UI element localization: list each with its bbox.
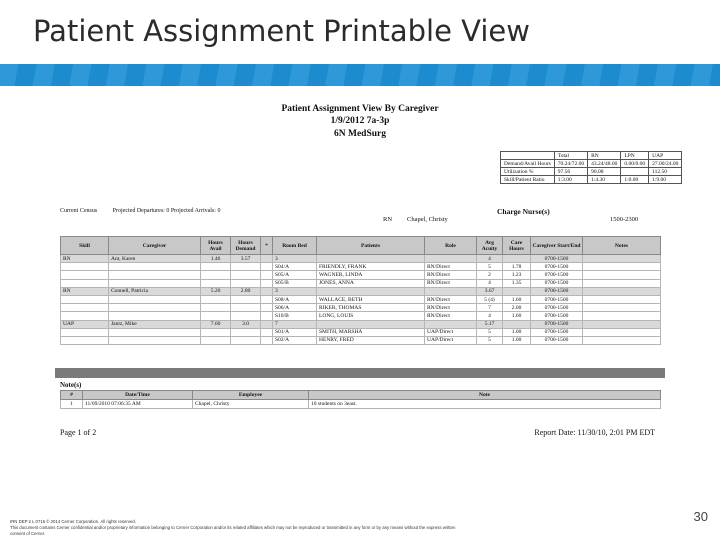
assignment-cell <box>261 304 273 312</box>
assignment-cell <box>583 287 661 295</box>
summary-cell: 1:3.00 <box>554 176 587 184</box>
header-band <box>0 64 720 86</box>
summary-cell: Utilization % <box>501 168 555 176</box>
assignment-cell <box>583 295 661 303</box>
assignment-cell: 2.00 <box>503 304 531 312</box>
assignment-header-cell: Notes <box>583 237 661 255</box>
assignment-header-cell: * <box>261 237 273 255</box>
notes-header-cell: # <box>61 391 83 400</box>
summary-row <box>501 160 682 168</box>
assignment-cell <box>503 287 531 295</box>
assignment-cell: Ant, Karen <box>109 255 201 263</box>
assignment-cell: 0700-1500 <box>531 255 583 263</box>
assignment-cell: S06/A <box>273 304 317 312</box>
assignment-cell: 5 <box>477 263 503 271</box>
assignment-cell: 0700-1500 <box>531 287 583 295</box>
assignment-cell: 0700-1500 <box>531 271 583 279</box>
assignment-row <box>61 271 661 279</box>
assignment-cell: 3.67 <box>477 287 503 295</box>
assignment-cell: SMITH, MARSHA <box>317 328 425 336</box>
slide-page-number: 30 <box>693 509 708 524</box>
summary-cell: 1:0.00 <box>621 176 649 184</box>
notes-cell: Chapel, Christy <box>193 400 309 409</box>
assignment-cell: 7 <box>477 304 503 312</box>
assignment-cell <box>231 328 261 336</box>
assignment-cell: RN/Direct <box>425 304 477 312</box>
assignment-cell <box>583 328 661 336</box>
report-date: Report Date: 11/30/10, 2:01 PM EDT <box>534 428 655 437</box>
assignment-row <box>61 320 661 328</box>
assignment-cell: S04/A <box>273 263 317 271</box>
assignment-cell <box>231 271 261 279</box>
assignment-cell: 3.0 <box>231 320 261 328</box>
assignment-cell: 5 <box>477 328 503 336</box>
assignment-cell: 1.78 <box>503 263 531 271</box>
assignment-cell <box>201 263 231 271</box>
assignment-cell: RN/Direct <box>425 279 477 287</box>
assignment-cell <box>583 336 661 344</box>
notes-table <box>60 390 661 409</box>
assignment-cell <box>109 271 201 279</box>
assignment-cell <box>61 336 109 344</box>
assignment-cell <box>61 328 109 336</box>
assignment-cell: 3 <box>273 287 317 295</box>
assignment-cell: RN/Direct <box>425 263 477 271</box>
assignment-cell: RN <box>61 255 109 263</box>
assignment-header-cell: Caregiver <box>109 237 201 255</box>
assignment-cell <box>201 304 231 312</box>
notes-header-cell: Employee <box>193 391 309 400</box>
assignment-cell: RN <box>61 287 109 295</box>
summary-cell: Skill/Patient Ratio <box>501 176 555 184</box>
assignment-cell <box>425 287 477 295</box>
assignment-cell: 3.57 <box>231 255 261 263</box>
assignment-cell <box>109 336 201 344</box>
report-unit: 6N MedSurg <box>334 129 386 139</box>
assignment-cell <box>425 320 477 328</box>
assignment-cell: 1.60 <box>503 295 531 303</box>
assignment-cell <box>583 263 661 271</box>
footer-line: This document contains Cerner confidential and/or proprietary information belonging to Cerner Corporation and/or its related affiliates which may not be reproduced or transmitted in any form or by any means without the express written <box>10 525 456 530</box>
assignment-cell <box>261 312 273 320</box>
summary-cell: Total <box>554 152 587 160</box>
assignment-cell: 1.00 <box>503 328 531 336</box>
assignment-row <box>61 279 661 287</box>
assignment-cell <box>61 263 109 271</box>
assignment-cell: 4 <box>477 279 503 287</box>
assignment-cell: 0700-1500 <box>531 336 583 344</box>
summary-cell: 112.50 <box>649 168 682 176</box>
notes-header-row <box>61 391 661 400</box>
assignment-cell: 4 <box>477 312 503 320</box>
assignment-cell <box>503 255 531 263</box>
assignment-cell: 4 <box>477 255 503 263</box>
assignment-cell <box>261 336 273 344</box>
assignment-cell: 2.80 <box>231 287 261 295</box>
assignment-cell: 1.35 <box>503 279 531 287</box>
assignment-cell: Connell, Patricia <box>109 287 201 295</box>
assignment-cell <box>61 312 109 320</box>
assignment-cell <box>261 295 273 303</box>
summary-table <box>500 151 682 184</box>
assignment-cell <box>231 336 261 344</box>
charge-nurse-name: Chapel, Christy <box>407 216 448 223</box>
assignment-cell: 2 <box>477 271 503 279</box>
assignment-header-cell: Hours Avail <box>201 237 231 255</box>
assignment-row <box>61 287 661 295</box>
footer-line: IRN DEP 2 L 0716 © 2014 Cerner Corporation. All rights reserved. <box>10 519 136 524</box>
assignment-cell: S02/A <box>273 336 317 344</box>
assignment-row <box>61 263 661 271</box>
charge-nurse-time: 1500-2300 <box>610 216 639 223</box>
report-date-shift: 1/9/2012 7a-3p <box>330 116 390 126</box>
page-indicator: Page 1 of 2 <box>60 428 97 437</box>
assignment-cell <box>61 295 109 303</box>
summary-cell: UAP <box>649 152 682 160</box>
assignment-cell: HENRY, FRED <box>317 336 425 344</box>
assignment-cell: WALLACE, BETH <box>317 295 425 303</box>
assignment-cell <box>261 271 273 279</box>
summary-header-row <box>501 152 682 160</box>
assignment-header-cell: Avg Acuity <box>477 237 503 255</box>
assignment-cell <box>231 295 261 303</box>
assignment-cell <box>261 320 273 328</box>
summary-cell: RN <box>588 152 621 160</box>
page-break-bar <box>55 368 665 378</box>
assignment-cell: 5 <box>477 336 503 344</box>
assignment-cell <box>231 312 261 320</box>
assignment-table <box>60 236 661 345</box>
assignment-header-cell: Hours Demand <box>231 237 261 255</box>
assignment-cell: 0700-1500 <box>531 312 583 320</box>
slide-title: Patient Assignment Printable View <box>33 14 530 48</box>
summary-row <box>501 176 682 184</box>
assignment-cell <box>317 255 425 263</box>
assignment-cell: WAGNER, LINDA <box>317 271 425 279</box>
assignment-cell: JONES, ANNA <box>317 279 425 287</box>
assignment-cell: 0700-1500 <box>531 320 583 328</box>
assignment-row <box>61 312 661 320</box>
assignment-cell: UAP/Direct <box>425 336 477 344</box>
assignment-cell: S10/B <box>273 312 317 320</box>
summary-cell <box>501 152 555 160</box>
assignment-cell <box>261 279 273 287</box>
notes-cell: 11/09/2010 07:06:35 AM <box>83 400 193 409</box>
assignment-cell: 1.00 <box>503 336 531 344</box>
assignment-cell: 1.46 <box>201 255 231 263</box>
charge-nurse-role: RN <box>383 216 393 223</box>
assignment-header-cell: Caregiver Start/End <box>531 237 583 255</box>
summary-cell: 1:9.00 <box>649 176 682 184</box>
assignment-cell: 7 <box>273 320 317 328</box>
assignment-cell: LONG, LOUIS <box>317 312 425 320</box>
assignment-cell: UAP/Direct <box>425 328 477 336</box>
assignment-cell <box>109 279 201 287</box>
assignment-row <box>61 336 661 344</box>
summary-cell: 97.56 <box>554 168 587 176</box>
assignment-cell: FRIENDLY, FRANK <box>317 263 425 271</box>
assignment-cell: 5 (4) <box>477 295 503 303</box>
assignment-cell <box>583 271 661 279</box>
assignment-cell: 0700-1500 <box>531 328 583 336</box>
assignment-cell <box>61 304 109 312</box>
assignment-row <box>61 255 661 263</box>
assignment-cell <box>201 336 231 344</box>
assignment-cell: S05/B <box>273 279 317 287</box>
summary-cell: 70.24/72.00 <box>554 160 587 168</box>
notes-header-cell: Date/Time <box>83 391 193 400</box>
assignment-cell: S08/A <box>273 295 317 303</box>
assignment-cell <box>61 271 109 279</box>
assignment-cell <box>261 255 273 263</box>
assignment-cell <box>109 263 201 271</box>
assignment-cell: S01/A <box>273 328 317 336</box>
assignment-cell <box>583 304 661 312</box>
summary-row <box>501 168 682 176</box>
assignment-row <box>61 304 661 312</box>
report-title: Patient Assignment View By Caregiver <box>281 104 439 114</box>
assignment-cell: 0700-1500 <box>531 263 583 271</box>
assignment-cell <box>583 312 661 320</box>
assignment-cell: RN/Direct <box>425 312 477 320</box>
assignment-cell: 0700-1500 <box>531 279 583 287</box>
assignment-cell <box>231 304 261 312</box>
assignment-cell <box>201 328 231 336</box>
notes-title: Note(s) <box>60 381 82 389</box>
summary-cell <box>621 168 649 176</box>
assignment-cell: 3 <box>273 255 317 263</box>
assignment-cell <box>109 304 201 312</box>
assignment-cell <box>583 255 661 263</box>
assignment-cell: 7.60 <box>201 320 231 328</box>
assignment-cell: 1.23 <box>503 271 531 279</box>
summary-cell: 43.24/48.00 <box>588 160 621 168</box>
assignment-cell: 0700-1500 <box>531 295 583 303</box>
summary-cell: 1:4.30 <box>588 176 621 184</box>
notes-cell: 10 students on 3east. <box>309 400 661 409</box>
footer-line: consent of Cerner. <box>10 531 46 536</box>
assignment-cell <box>201 271 231 279</box>
assignment-cell <box>261 328 273 336</box>
assignment-cell: 1.60 <box>503 312 531 320</box>
summary-cell: 90.08 <box>588 168 621 176</box>
notes-row <box>61 400 661 409</box>
assignment-cell <box>109 328 201 336</box>
assignment-cell <box>583 320 661 328</box>
projected-counts: Projected Departures: 0 Projected Arrivals: 0 <box>112 208 221 214</box>
summary-cell: 27.00/24.00 <box>649 160 682 168</box>
assignment-cell: S05/A <box>273 271 317 279</box>
assignment-header-cell: Patients <box>317 237 425 255</box>
assignment-cell <box>425 255 477 263</box>
assignment-header-cell: Room Bed <box>273 237 317 255</box>
assignment-header-row <box>61 237 661 255</box>
summary-cell: 0.00/0.00 <box>621 160 649 168</box>
assignment-cell: 5.17 <box>477 320 503 328</box>
slide-footer <box>10 519 710 537</box>
assignment-cell: UAP <box>61 320 109 328</box>
current-census: Current Census <box>60 208 98 214</box>
assignment-cell: 5.20 <box>201 287 231 295</box>
assignment-cell <box>261 287 273 295</box>
assignment-cell: RN/Direct <box>425 295 477 303</box>
assignment-cell <box>201 295 231 303</box>
charge-nurse-title: Charge Nurse(s) <box>497 207 550 216</box>
assignment-cell: 0700-1500 <box>531 304 583 312</box>
assignment-cell <box>583 279 661 287</box>
summary-cell: LPN <box>621 152 649 160</box>
notes-cell: 1 <box>61 400 83 409</box>
assignment-header-cell: Care Hours <box>503 237 531 255</box>
assignment-cell <box>261 263 273 271</box>
assignment-cell: RN/Direct <box>425 271 477 279</box>
assignment-row <box>61 295 661 303</box>
assignment-cell <box>61 279 109 287</box>
census-row <box>60 208 234 214</box>
report-screenshot <box>55 98 679 439</box>
assignment-cell <box>317 287 425 295</box>
assignment-cell <box>201 279 231 287</box>
assignment-header-cell: Role <box>425 237 477 255</box>
assignment-cell: Jantz, Mike <box>109 320 201 328</box>
assignment-cell <box>201 312 231 320</box>
assignment-cell <box>231 279 261 287</box>
assignment-cell <box>317 320 425 328</box>
assignment-cell: RIKER, THOMAS <box>317 304 425 312</box>
assignment-cell <box>231 263 261 271</box>
notes-header-cell: Note <box>309 391 661 400</box>
assignment-header-cell: Skill <box>61 237 109 255</box>
assignment-cell <box>109 295 201 303</box>
assignment-cell <box>109 312 201 320</box>
assignment-cell <box>503 320 531 328</box>
assignment-row <box>61 328 661 336</box>
summary-cell: Demand/Avail Hours <box>501 160 555 168</box>
